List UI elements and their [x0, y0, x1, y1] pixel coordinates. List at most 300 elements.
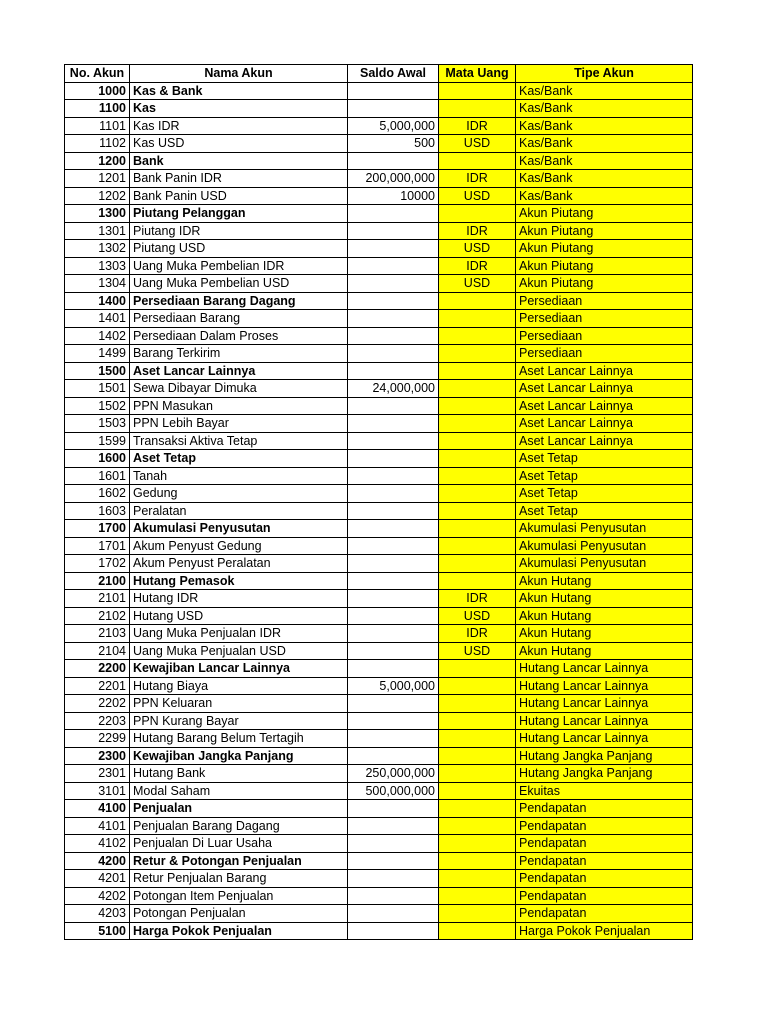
- cell-nama-akun[interactable]: Hutang Bank: [130, 765, 348, 783]
- cell-tipe-akun[interactable]: Persediaan: [516, 327, 693, 345]
- cell-no-akun[interactable]: 1102: [65, 135, 130, 153]
- cell-no-akun[interactable]: 4102: [65, 835, 130, 853]
- cell-no-akun[interactable]: 1101: [65, 117, 130, 135]
- cell-mata-uang[interactable]: [439, 660, 516, 678]
- cell-nama-akun[interactable]: Modal Saham: [130, 782, 348, 800]
- cell-no-akun[interactable]: 2300: [65, 747, 130, 765]
- cell-mata-uang[interactable]: [439, 327, 516, 345]
- cell-mata-uang[interactable]: IDR: [439, 222, 516, 240]
- cell-no-akun[interactable]: 1500: [65, 362, 130, 380]
- cell-nama-akun[interactable]: Sewa Dibayar Dimuka: [130, 380, 348, 398]
- cell-tipe-akun[interactable]: Harga Pokok Penjualan: [516, 922, 693, 940]
- cell-saldo-awal[interactable]: [348, 730, 439, 748]
- table-row: [65, 450, 693, 468]
- table-row: [65, 905, 693, 923]
- cell-nama-akun[interactable]: PPN Masukan: [130, 397, 348, 415]
- cell-nama-akun[interactable]: Hutang USD: [130, 607, 348, 625]
- table-row: [65, 380, 693, 398]
- table-row: [65, 397, 693, 415]
- table-row: [65, 555, 693, 573]
- cell-no-akun[interactable]: 1501: [65, 380, 130, 398]
- cell-nama-akun[interactable]: Uang Muka Pembelian USD: [130, 275, 348, 293]
- cell-tipe-akun[interactable]: Kas/Bank: [516, 100, 693, 118]
- table-row: [65, 205, 693, 223]
- table-row: [65, 887, 693, 905]
- header-saldo-awal[interactable]: Saldo Awal: [348, 65, 439, 83]
- cell-saldo-awal[interactable]: [348, 450, 439, 468]
- cell-tipe-akun[interactable]: Akumulasi Penyusutan: [516, 520, 693, 538]
- cell-tipe-akun[interactable]: Aset Tetap: [516, 502, 693, 520]
- cell-mata-uang[interactable]: [439, 677, 516, 695]
- table-row: [65, 537, 693, 555]
- cell-tipe-akun[interactable]: Kas/Bank: [516, 187, 693, 205]
- table-row: [65, 730, 693, 748]
- cell-saldo-awal[interactable]: [348, 712, 439, 730]
- cell-tipe-akun[interactable]: Pendapatan: [516, 905, 693, 923]
- table-row: [65, 292, 693, 310]
- cell-nama-akun[interactable]: Kas: [130, 100, 348, 118]
- cell-saldo-awal[interactable]: [348, 537, 439, 555]
- cell-no-akun[interactable]: 1400: [65, 292, 130, 310]
- cell-no-akun[interactable]: 1302: [65, 240, 130, 258]
- cell-no-akun[interactable]: 2100: [65, 572, 130, 590]
- cell-mata-uang[interactable]: [439, 82, 516, 100]
- cell-mata-uang[interactable]: [439, 502, 516, 520]
- cell-nama-akun[interactable]: Piutang IDR: [130, 222, 348, 240]
- cell-mata-uang[interactable]: IDR: [439, 590, 516, 608]
- cell-mata-uang[interactable]: [439, 152, 516, 170]
- cell-tipe-akun[interactable]: Kas/Bank: [516, 82, 693, 100]
- cell-tipe-akun[interactable]: Ekuitas: [516, 782, 693, 800]
- cell-mata-uang[interactable]: [439, 730, 516, 748]
- cell-tipe-akun[interactable]: Aset Lancar Lainnya: [516, 397, 693, 415]
- cell-nama-akun[interactable]: Transaksi Aktiva Tetap: [130, 432, 348, 450]
- table-row: [65, 222, 693, 240]
- cell-tipe-akun[interactable]: Aset Tetap: [516, 485, 693, 503]
- cell-nama-akun[interactable]: PPN Kurang Bayar: [130, 712, 348, 730]
- cell-no-akun[interactable]: 2101: [65, 590, 130, 608]
- cell-tipe-akun[interactable]: Hutang Lancar Lainnya: [516, 660, 693, 678]
- cell-saldo-awal[interactable]: [348, 800, 439, 818]
- cell-no-akun[interactable]: 2102: [65, 607, 130, 625]
- cell-saldo-awal[interactable]: [348, 310, 439, 328]
- table-row: [65, 152, 693, 170]
- cell-mata-uang[interactable]: [439, 712, 516, 730]
- cell-nama-akun[interactable]: Retur Penjualan Barang: [130, 870, 348, 888]
- cell-saldo-awal[interactable]: [348, 660, 439, 678]
- cell-nama-akun[interactable]: Kas USD: [130, 135, 348, 153]
- cell-saldo-awal[interactable]: 24,000,000: [348, 380, 439, 398]
- cell-no-akun[interactable]: 4201: [65, 870, 130, 888]
- cell-saldo-awal[interactable]: [348, 502, 439, 520]
- cell-no-akun[interactable]: 1503: [65, 415, 130, 433]
- header-row: [65, 65, 693, 83]
- cell-saldo-awal[interactable]: 250,000,000: [348, 765, 439, 783]
- cell-nama-akun[interactable]: Akum Penyust Gedung: [130, 537, 348, 555]
- cell-nama-akun[interactable]: Penjualan Barang Dagang: [130, 817, 348, 835]
- cell-mata-uang[interactable]: [439, 852, 516, 870]
- cell-no-akun[interactable]: 2104: [65, 642, 130, 660]
- table-row: [65, 747, 693, 765]
- cell-tipe-akun[interactable]: Kas/Bank: [516, 152, 693, 170]
- cell-mata-uang[interactable]: [439, 782, 516, 800]
- cell-mata-uang[interactable]: IDR: [439, 117, 516, 135]
- cell-mata-uang[interactable]: [439, 362, 516, 380]
- table-row: [65, 870, 693, 888]
- cell-saldo-awal[interactable]: [348, 607, 439, 625]
- cell-nama-akun[interactable]: Tanah: [130, 467, 348, 485]
- cell-saldo-awal[interactable]: [348, 625, 439, 643]
- cell-mata-uang[interactable]: [439, 765, 516, 783]
- cell-tipe-akun[interactable]: Akumulasi Penyusutan: [516, 555, 693, 573]
- cell-tipe-akun[interactable]: Kas/Bank: [516, 170, 693, 188]
- cell-nama-akun[interactable]: Piutang USD: [130, 240, 348, 258]
- cell-nama-akun[interactable]: Aset Tetap: [130, 450, 348, 468]
- cell-no-akun[interactable]: 1603: [65, 502, 130, 520]
- cell-nama-akun[interactable]: Hutang Barang Belum Tertagih: [130, 730, 348, 748]
- cell-tipe-akun[interactable]: Aset Tetap: [516, 450, 693, 468]
- cell-no-akun[interactable]: 2201: [65, 677, 130, 695]
- cell-tipe-akun[interactable]: Aset Lancar Lainnya: [516, 380, 693, 398]
- cell-saldo-awal[interactable]: [348, 817, 439, 835]
- header-no-akun[interactable]: No. Akun: [65, 65, 130, 83]
- cell-tipe-akun[interactable]: Hutang Lancar Lainnya: [516, 712, 693, 730]
- cell-saldo-awal[interactable]: [348, 555, 439, 573]
- cell-saldo-awal[interactable]: [348, 852, 439, 870]
- cell-tipe-akun[interactable]: Kas/Bank: [516, 135, 693, 153]
- cell-saldo-awal[interactable]: [348, 572, 439, 590]
- cell-no-akun[interactable]: 1700: [65, 520, 130, 538]
- table-row: [65, 520, 693, 538]
- cell-mata-uang[interactable]: [439, 817, 516, 835]
- cell-mata-uang[interactable]: [439, 345, 516, 363]
- cell-tipe-akun[interactable]: Akun Hutang: [516, 572, 693, 590]
- cell-mata-uang[interactable]: [439, 695, 516, 713]
- table-row: [65, 362, 693, 380]
- cell-tipe-akun[interactable]: Pendapatan: [516, 887, 693, 905]
- cell-no-akun[interactable]: 1301: [65, 222, 130, 240]
- cell-no-akun[interactable]: 4202: [65, 887, 130, 905]
- cell-nama-akun[interactable]: Uang Muka Penjualan USD: [130, 642, 348, 660]
- cell-no-akun[interactable]: 1000: [65, 82, 130, 100]
- cell-nama-akun[interactable]: Retur & Potongan Penjualan: [130, 852, 348, 870]
- table-row: [65, 275, 693, 293]
- cell-mata-uang[interactable]: [439, 835, 516, 853]
- cell-tipe-akun[interactable]: Hutang Jangka Panjang: [516, 747, 693, 765]
- table-row: [65, 852, 693, 870]
- table-row: [65, 415, 693, 433]
- table-row: [65, 257, 693, 275]
- cell-nama-akun[interactable]: Harga Pokok Penjualan: [130, 922, 348, 940]
- cell-tipe-akun[interactable]: Pendapatan: [516, 817, 693, 835]
- cell-saldo-awal[interactable]: [348, 590, 439, 608]
- cell-no-akun[interactable]: 1402: [65, 327, 130, 345]
- table-row: [65, 310, 693, 328]
- cell-no-akun[interactable]: 3101: [65, 782, 130, 800]
- cell-saldo-awal[interactable]: [348, 642, 439, 660]
- cell-no-akun[interactable]: 4100: [65, 800, 130, 818]
- table-row: [65, 660, 693, 678]
- cell-mata-uang[interactable]: USD: [439, 642, 516, 660]
- cell-no-akun[interactable]: 1502: [65, 397, 130, 415]
- cell-saldo-awal[interactable]: [348, 922, 439, 940]
- cell-nama-akun[interactable]: Penjualan: [130, 800, 348, 818]
- cell-tipe-akun[interactable]: Pendapatan: [516, 835, 693, 853]
- cell-tipe-akun[interactable]: Persediaan: [516, 345, 693, 363]
- cell-mata-uang[interactable]: USD: [439, 187, 516, 205]
- cell-tipe-akun[interactable]: Aset Tetap: [516, 467, 693, 485]
- cell-no-akun[interactable]: 1300: [65, 205, 130, 223]
- table-row: [65, 922, 693, 940]
- cell-nama-akun[interactable]: Bank: [130, 152, 348, 170]
- chart-of-accounts-table: [64, 64, 693, 940]
- cell-tipe-akun[interactable]: Hutang Lancar Lainnya: [516, 730, 693, 748]
- cell-saldo-awal[interactable]: 200,000,000: [348, 170, 439, 188]
- table-row: [65, 590, 693, 608]
- table-row: [65, 572, 693, 590]
- cell-nama-akun[interactable]: Hutang Biaya: [130, 677, 348, 695]
- cell-nama-akun[interactable]: PPN Keluaran: [130, 695, 348, 713]
- cell-no-akun[interactable]: 1499: [65, 345, 130, 363]
- cell-saldo-awal[interactable]: [348, 152, 439, 170]
- cell-saldo-awal[interactable]: [348, 835, 439, 853]
- cell-no-akun[interactable]: 1601: [65, 467, 130, 485]
- cell-mata-uang[interactable]: USD: [439, 135, 516, 153]
- cell-tipe-akun[interactable]: Kas/Bank: [516, 117, 693, 135]
- cell-tipe-akun[interactable]: Akun Hutang: [516, 607, 693, 625]
- cell-saldo-awal[interactable]: [348, 257, 439, 275]
- cell-nama-akun[interactable]: Piutang Pelanggan: [130, 205, 348, 223]
- cell-saldo-awal[interactable]: 500: [348, 135, 439, 153]
- cell-saldo-awal[interactable]: 5,000,000: [348, 677, 439, 695]
- cell-no-akun[interactable]: 2203: [65, 712, 130, 730]
- cell-tipe-akun[interactable]: Aset Lancar Lainnya: [516, 432, 693, 450]
- cell-tipe-akun[interactable]: Pendapatan: [516, 800, 693, 818]
- cell-saldo-awal[interactable]: [348, 485, 439, 503]
- cell-mata-uang[interactable]: IDR: [439, 625, 516, 643]
- cell-mata-uang[interactable]: [439, 415, 516, 433]
- table-body: [65, 82, 693, 940]
- table-row: [65, 187, 693, 205]
- cell-mata-uang[interactable]: [439, 205, 516, 223]
- cell-tipe-akun[interactable]: Pendapatan: [516, 870, 693, 888]
- cell-nama-akun[interactable]: Akum Penyust Peralatan: [130, 555, 348, 573]
- table-row: [65, 327, 693, 345]
- table-row: [65, 625, 693, 643]
- table-row: [65, 82, 693, 100]
- cell-saldo-awal[interactable]: [348, 240, 439, 258]
- cell-nama-akun[interactable]: Aset Lancar Lainnya: [130, 362, 348, 380]
- cell-nama-akun[interactable]: Bank Panin IDR: [130, 170, 348, 188]
- cell-mata-uang[interactable]: [439, 870, 516, 888]
- cell-nama-akun[interactable]: Kas & Bank: [130, 82, 348, 100]
- cell-mata-uang[interactable]: [439, 905, 516, 923]
- table-row: [65, 712, 693, 730]
- cell-no-akun[interactable]: 2200: [65, 660, 130, 678]
- cell-nama-akun[interactable]: Potongan Penjualan: [130, 905, 348, 923]
- cell-mata-uang[interactable]: [439, 397, 516, 415]
- table-row: [65, 782, 693, 800]
- table-row: [65, 485, 693, 503]
- cell-nama-akun[interactable]: Kewajiban Lancar Lainnya: [130, 660, 348, 678]
- cell-saldo-awal[interactable]: 500,000,000: [348, 782, 439, 800]
- table-row: [65, 502, 693, 520]
- cell-mata-uang[interactable]: [439, 100, 516, 118]
- cell-no-akun[interactable]: 1303: [65, 257, 130, 275]
- cell-mata-uang[interactable]: [439, 520, 516, 538]
- cell-saldo-awal[interactable]: [348, 870, 439, 888]
- cell-no-akun[interactable]: 1702: [65, 555, 130, 573]
- cell-nama-akun[interactable]: PPN Lebih Bayar: [130, 415, 348, 433]
- cell-no-akun[interactable]: 1202: [65, 187, 130, 205]
- cell-nama-akun[interactable]: Hutang IDR: [130, 590, 348, 608]
- cell-nama-akun[interactable]: Potongan Item Penjualan: [130, 887, 348, 905]
- cell-mata-uang[interactable]: [439, 887, 516, 905]
- cell-tipe-akun[interactable]: Persediaan: [516, 310, 693, 328]
- cell-tipe-akun[interactable]: Akun Hutang: [516, 642, 693, 660]
- table-row: [65, 800, 693, 818]
- cell-no-akun[interactable]: 4101: [65, 817, 130, 835]
- cell-tipe-akun[interactable]: Hutang Jangka Panjang: [516, 765, 693, 783]
- cell-no-akun[interactable]: 1602: [65, 485, 130, 503]
- cell-nama-akun[interactable]: Kas IDR: [130, 117, 348, 135]
- cell-no-akun[interactable]: 2301: [65, 765, 130, 783]
- cell-nama-akun[interactable]: Peralatan: [130, 502, 348, 520]
- cell-mata-uang[interactable]: [439, 922, 516, 940]
- cell-mata-uang[interactable]: [439, 310, 516, 328]
- cell-mata-uang[interactable]: [439, 292, 516, 310]
- cell-mata-uang[interactable]: USD: [439, 240, 516, 258]
- cell-mata-uang[interactable]: [439, 747, 516, 765]
- cell-no-akun[interactable]: 1201: [65, 170, 130, 188]
- cell-tipe-akun[interactable]: Aset Lancar Lainnya: [516, 415, 693, 433]
- table-row: [65, 765, 693, 783]
- cell-mata-uang[interactable]: IDR: [439, 170, 516, 188]
- cell-saldo-awal[interactable]: [348, 887, 439, 905]
- cell-nama-akun[interactable]: Barang Terkirim: [130, 345, 348, 363]
- cell-nama-akun[interactable]: Uang Muka Pembelian IDR: [130, 257, 348, 275]
- cell-saldo-awal[interactable]: [348, 327, 439, 345]
- table-row: [65, 607, 693, 625]
- table-row: [65, 817, 693, 835]
- cell-saldo-awal[interactable]: [348, 415, 439, 433]
- table-row: [65, 835, 693, 853]
- header-mata-uang[interactable]: Mata Uang: [439, 65, 516, 83]
- cell-tipe-akun[interactable]: Akun Piutang: [516, 222, 693, 240]
- cell-saldo-awal[interactable]: [348, 695, 439, 713]
- cell-mata-uang[interactable]: [439, 450, 516, 468]
- cell-tipe-akun[interactable]: Hutang Lancar Lainnya: [516, 695, 693, 713]
- cell-saldo-awal[interactable]: [348, 905, 439, 923]
- table-row: [65, 695, 693, 713]
- cell-saldo-awal[interactable]: [348, 362, 439, 380]
- cell-saldo-awal[interactable]: 10000: [348, 187, 439, 205]
- table-row: [65, 642, 693, 660]
- cell-no-akun[interactable]: 1599: [65, 432, 130, 450]
- cell-mata-uang[interactable]: USD: [439, 275, 516, 293]
- cell-saldo-awal[interactable]: [348, 292, 439, 310]
- cell-nama-akun[interactable]: Kewajiban Jangka Panjang: [130, 747, 348, 765]
- table-row: [65, 135, 693, 153]
- cell-saldo-awal[interactable]: [348, 100, 439, 118]
- cell-saldo-awal[interactable]: [348, 747, 439, 765]
- cell-saldo-awal[interactable]: [348, 275, 439, 293]
- table-row: [65, 170, 693, 188]
- cell-saldo-awal[interactable]: [348, 345, 439, 363]
- cell-no-akun[interactable]: 2299: [65, 730, 130, 748]
- cell-nama-akun[interactable]: Akumulasi Penyusutan: [130, 520, 348, 538]
- table-row: [65, 240, 693, 258]
- cell-saldo-awal[interactable]: [348, 520, 439, 538]
- cell-nama-akun[interactable]: Hutang Pemasok: [130, 572, 348, 590]
- cell-no-akun[interactable]: 1701: [65, 537, 130, 555]
- table-row: [65, 345, 693, 363]
- cell-tipe-akun[interactable]: Akun Hutang: [516, 590, 693, 608]
- cell-tipe-akun[interactable]: Hutang Lancar Lainnya: [516, 677, 693, 695]
- cell-no-akun[interactable]: 1401: [65, 310, 130, 328]
- cell-mata-uang[interactable]: [439, 800, 516, 818]
- header-nama-akun[interactable]: Nama Akun: [130, 65, 348, 83]
- table-row: [65, 117, 693, 135]
- cell-mata-uang[interactable]: USD: [439, 607, 516, 625]
- cell-tipe-akun[interactable]: Akumulasi Penyusutan: [516, 537, 693, 555]
- cell-saldo-awal[interactable]: [348, 82, 439, 100]
- cell-nama-akun[interactable]: Uang Muka Penjualan IDR: [130, 625, 348, 643]
- cell-tipe-akun[interactable]: Akun Piutang: [516, 275, 693, 293]
- cell-nama-akun[interactable]: Gedung: [130, 485, 348, 503]
- cell-no-akun[interactable]: 4203: [65, 905, 130, 923]
- cell-saldo-awal[interactable]: [348, 205, 439, 223]
- cell-no-akun[interactable]: 5100: [65, 922, 130, 940]
- cell-mata-uang[interactable]: [439, 380, 516, 398]
- cell-nama-akun[interactable]: Persediaan Barang: [130, 310, 348, 328]
- table-row: [65, 677, 693, 695]
- cell-mata-uang[interactable]: [439, 432, 516, 450]
- cell-tipe-akun[interactable]: Akun Piutang: [516, 257, 693, 275]
- cell-tipe-akun[interactable]: Akun Piutang: [516, 205, 693, 223]
- cell-nama-akun[interactable]: Penjualan Di Luar Usaha: [130, 835, 348, 853]
- cell-tipe-akun[interactable]: Pendapatan: [516, 852, 693, 870]
- cell-mata-uang[interactable]: [439, 485, 516, 503]
- cell-mata-uang[interactable]: [439, 467, 516, 485]
- cell-tipe-akun[interactable]: Akun Piutang: [516, 240, 693, 258]
- cell-nama-akun[interactable]: Persediaan Dalam Proses: [130, 327, 348, 345]
- cell-tipe-akun[interactable]: Aset Lancar Lainnya: [516, 362, 693, 380]
- cell-saldo-awal[interactable]: 5,000,000: [348, 117, 439, 135]
- cell-saldo-awal[interactable]: [348, 397, 439, 415]
- cell-nama-akun[interactable]: Persediaan Barang Dagang: [130, 292, 348, 310]
- table-row: [65, 432, 693, 450]
- cell-mata-uang[interactable]: [439, 572, 516, 590]
- cell-saldo-awal[interactable]: [348, 432, 439, 450]
- cell-nama-akun[interactable]: Bank Panin USD: [130, 187, 348, 205]
- cell-mata-uang[interactable]: [439, 555, 516, 573]
- cell-no-akun[interactable]: 1600: [65, 450, 130, 468]
- cell-no-akun[interactable]: 2202: [65, 695, 130, 713]
- cell-mata-uang[interactable]: [439, 537, 516, 555]
- cell-mata-uang[interactable]: IDR: [439, 257, 516, 275]
- cell-no-akun[interactable]: 2103: [65, 625, 130, 643]
- header-tipe-akun[interactable]: Tipe Akun: [516, 65, 693, 83]
- cell-no-akun[interactable]: 1200: [65, 152, 130, 170]
- cell-no-akun[interactable]: 4200: [65, 852, 130, 870]
- cell-no-akun[interactable]: 1100: [65, 100, 130, 118]
- cell-tipe-akun[interactable]: Persediaan: [516, 292, 693, 310]
- cell-saldo-awal[interactable]: [348, 222, 439, 240]
- cell-tipe-akun[interactable]: Akun Hutang: [516, 625, 693, 643]
- cell-no-akun[interactable]: 1304: [65, 275, 130, 293]
- cell-saldo-awal[interactable]: [348, 467, 439, 485]
